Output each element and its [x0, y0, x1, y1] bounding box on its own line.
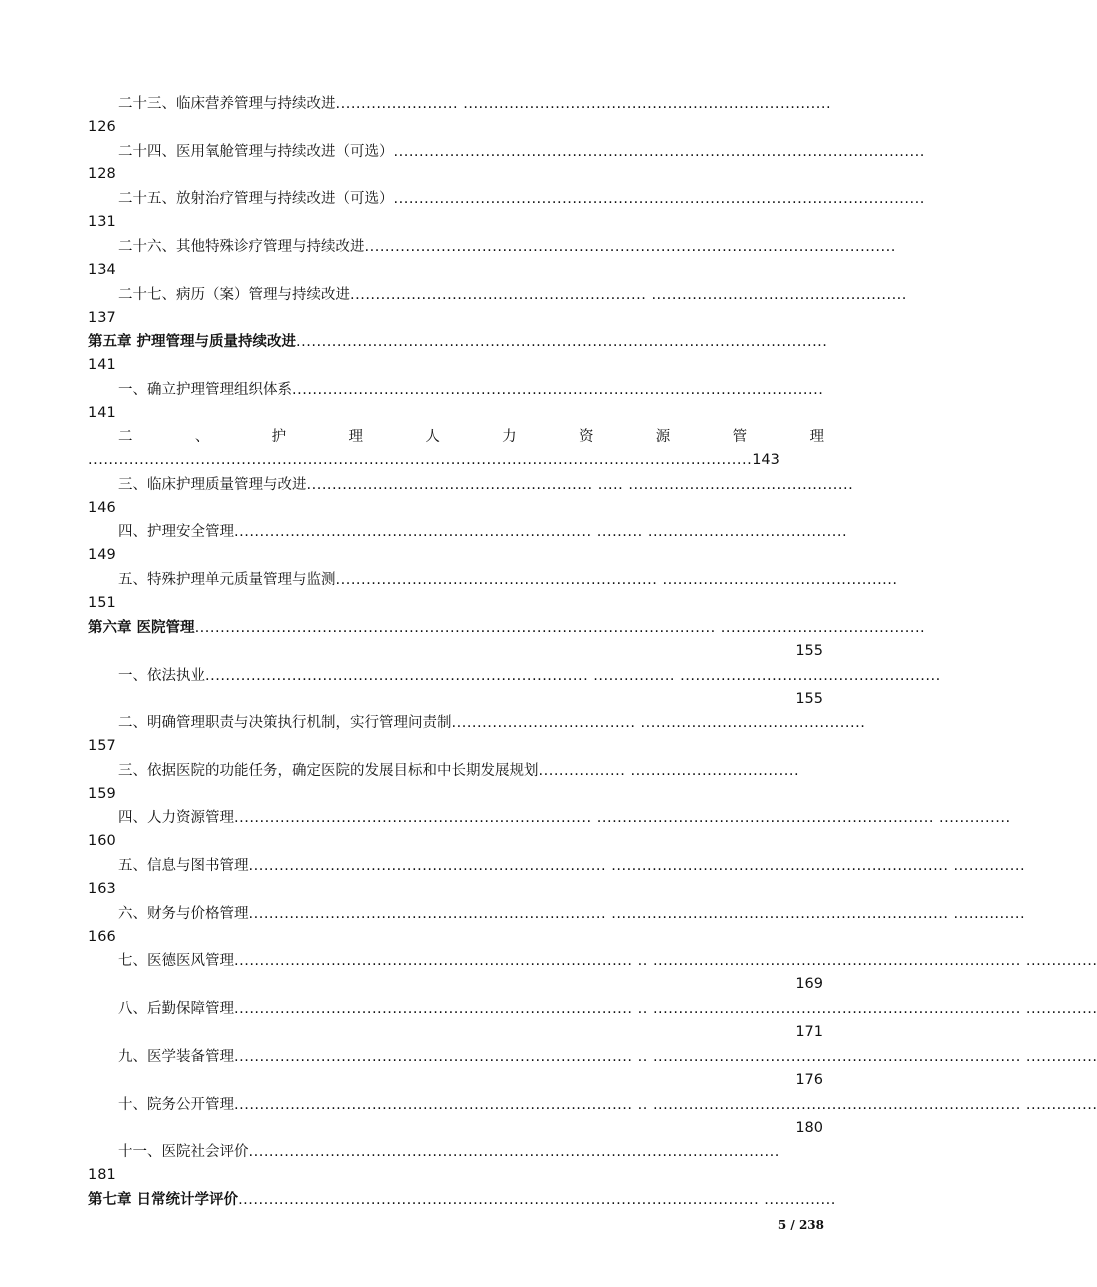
toc-chapter-title: 第六章 医院管理 — [88, 620, 195, 636]
toc-entry[interactable] — [118, 237, 896, 257]
toc-chapter-entry[interactable] — [88, 618, 926, 638]
toc-entry[interactable] — [118, 285, 907, 305]
toc-leader-dots: ........................................................................................................ — [364, 239, 896, 255]
toc-entry-title: 一、依法执业 — [118, 668, 205, 684]
toc-entry-title: 七、医德医风管理 — [118, 953, 234, 969]
toc-title-char: 理 — [348, 429, 363, 445]
toc-leader-dots: ...................................................................................................... .............. — [238, 1192, 836, 1208]
toc-entry[interactable] — [118, 999, 1097, 1019]
toc-page-number: 180 — [795, 1120, 823, 1136]
toc-page-number: 151 — [88, 595, 116, 611]
toc-page-number: 176 — [795, 1072, 823, 1088]
toc-title-char: 资 — [578, 429, 594, 445]
toc-entry-title: 十一、医院社会评价 — [118, 1144, 249, 1160]
toc-chapter-entry[interactable] — [88, 332, 828, 352]
toc-leader-dots: ........................................................................................................ — [248, 1144, 780, 1160]
toc-entry-title: 八、后勤保障管理 — [118, 1001, 234, 1017]
toc-chapter-entry[interactable] — [88, 1190, 836, 1210]
toc-leader-line — [88, 450, 780, 470]
toc-leader-dots: .................................................................................................................................. — [88, 452, 753, 468]
toc-leader-dots: ...................................................................... .................................................................. .............. — [248, 858, 1026, 874]
toc-leader-dots: ........................................................................................................ — [393, 144, 925, 160]
toc-page-number: 143 — [752, 452, 780, 468]
toc-entry-title: 四、人力资源管理 — [118, 810, 234, 826]
toc-entry[interactable] — [118, 808, 1011, 828]
toc-leader-dots: .............................................................................. .. ........................................................................ .............. — [234, 1001, 1097, 1017]
toc-leader-dots: .............................................................................. .. ........................................................................ .............. — [234, 1097, 1097, 1113]
toc-page-number: 137 — [88, 310, 116, 326]
toc-entry[interactable] — [118, 522, 848, 542]
toc-entry-title: 四、护理安全管理 — [118, 524, 234, 540]
toc-title-char: 力 — [502, 429, 517, 445]
toc-entry[interactable] — [118, 761, 824, 781]
toc-entry-title: 二十七、病历（案）管理与持续改进 — [118, 287, 350, 303]
toc-page-number: 171 — [795, 1024, 823, 1040]
toc-title-char: 、 — [194, 429, 210, 445]
toc-entry[interactable] — [118, 856, 1026, 876]
toc-leader-dots: .............................................................................. .. ........................................................................ .............. — [234, 1049, 1097, 1065]
toc-entry-title: 二十五、放射治疗管理与持续改进（可选） — [118, 191, 394, 207]
toc-entry[interactable] — [118, 570, 898, 590]
toc-leader-dots: ........................................................ ..... ............................................ — [306, 477, 854, 493]
toc-leader-dots: ...................................................................................................... ........................................ — [194, 620, 926, 636]
toc-title-char: 源 — [655, 429, 671, 445]
toc-entry-justified-title[interactable] — [118, 427, 824, 447]
toc-leader-dots: ........................................................................................................ — [296, 334, 828, 350]
toc-entry[interactable] — [118, 475, 854, 495]
toc-entry[interactable] — [118, 904, 1026, 924]
toc-entry[interactable] — [118, 380, 824, 400]
toc-entry-title: 五、信息与图书管理 — [118, 858, 249, 874]
page-number-footer: 5 / 238 — [777, 1218, 824, 1232]
toc-title-char: 二 — [118, 429, 133, 445]
toc-leader-dots: ................. ................................. — [538, 763, 800, 779]
toc-leader-dots: ........................................................................... ................ ................................................... — [205, 668, 941, 684]
toc-title-char: 管 — [732, 429, 748, 445]
toc-entry-title: 三、依据医院的功能任务，确定医院的发展目标和中长期发展规划 — [118, 763, 539, 779]
toc-page-number: 134 — [88, 262, 116, 278]
toc-page-number: 163 — [88, 881, 116, 897]
toc-entry[interactable] — [118, 94, 832, 114]
toc-entry-title: 三、临床护理质量管理与改进 — [118, 477, 307, 493]
toc-leader-dots: ............................................................... .............................................. — [335, 572, 898, 588]
toc-page-number: 155 — [795, 691, 823, 707]
toc-page-number: 149 — [88, 547, 116, 563]
toc-leader-dots: ........................ ........................................................................ — [335, 96, 832, 112]
toc-entry-title: 五、特殊护理单元质量管理与监测 — [118, 572, 336, 588]
toc-entry-title: 二十三、临床营养管理与持续改进 — [118, 96, 336, 112]
toc-page-number: 160 — [88, 833, 116, 849]
toc-page-number: 141 — [88, 405, 116, 421]
toc-entry[interactable] — [118, 1142, 824, 1162]
toc-page-number: 159 — [88, 786, 116, 802]
toc-page-number: 128 — [88, 166, 116, 182]
toc-page-number: 169 — [795, 976, 823, 992]
toc-entry-title: 九、医学装备管理 — [118, 1049, 234, 1065]
toc-entry[interactable] — [118, 951, 1097, 971]
toc-chapter-title: 第五章 护理管理与质量持续改进 — [88, 334, 297, 350]
toc-entry[interactable] — [118, 1047, 1097, 1067]
toc-entry-title: 二十六、其他特殊诊疗管理与持续改进 — [118, 239, 365, 255]
toc-entry-title: 六、财务与价格管理 — [118, 906, 249, 922]
toc-entry-title: 十、院务公开管理 — [118, 1097, 234, 1113]
toc-page-number: 126 — [88, 119, 116, 135]
toc-leader-dots: .............................................................................. .. ........................................................................ .............. — [234, 953, 1097, 969]
toc-page-number: 166 — [88, 929, 116, 945]
toc-leader-dots: ...................................................................... ......... ....................................... — [234, 524, 848, 540]
toc-entry[interactable] — [118, 713, 866, 733]
toc-leader-dots: ........................................................................................................ — [393, 191, 925, 207]
toc-page-number: 155 — [795, 643, 823, 659]
toc-entry[interactable] — [118, 189, 925, 209]
toc-leader-dots: ...................................................................... .................................................................. .............. — [248, 906, 1026, 922]
toc-leader-dots: .................................... ............................................ — [451, 715, 866, 731]
toc-entry[interactable] — [118, 142, 925, 162]
toc-entry[interactable] — [118, 1095, 1097, 1115]
toc-title-char: 护 — [271, 429, 287, 445]
toc-leader-dots: .......................................................... .................................................. — [350, 287, 907, 303]
toc-title-char: 理 — [809, 429, 824, 445]
toc-title-char: 人 — [425, 429, 440, 445]
toc-leader-dots: ........................................................................................................ — [292, 382, 824, 398]
toc-page-number: 157 — [88, 738, 116, 754]
toc-page-number: 131 — [88, 214, 116, 230]
toc-entry-title: 二十四、医用氧舱管理与持续改进（可选） — [118, 144, 394, 160]
toc-chapter-title: 第七章 日常统计学评价 — [88, 1192, 239, 1208]
toc-page-number: 146 — [88, 500, 116, 516]
toc-entry-title: 一、确立护理管理组织体系 — [118, 382, 292, 398]
toc-entry-title: 二、明确管理职责与决策执行机制，实行管理问责制 — [118, 715, 452, 731]
toc-page-number: 141 — [88, 357, 116, 373]
toc-leader-dots: ...................................................................... .................................................................. .............. — [234, 810, 1011, 826]
toc-page-number: 181 — [88, 1167, 116, 1183]
toc-entry[interactable] — [118, 666, 941, 686]
